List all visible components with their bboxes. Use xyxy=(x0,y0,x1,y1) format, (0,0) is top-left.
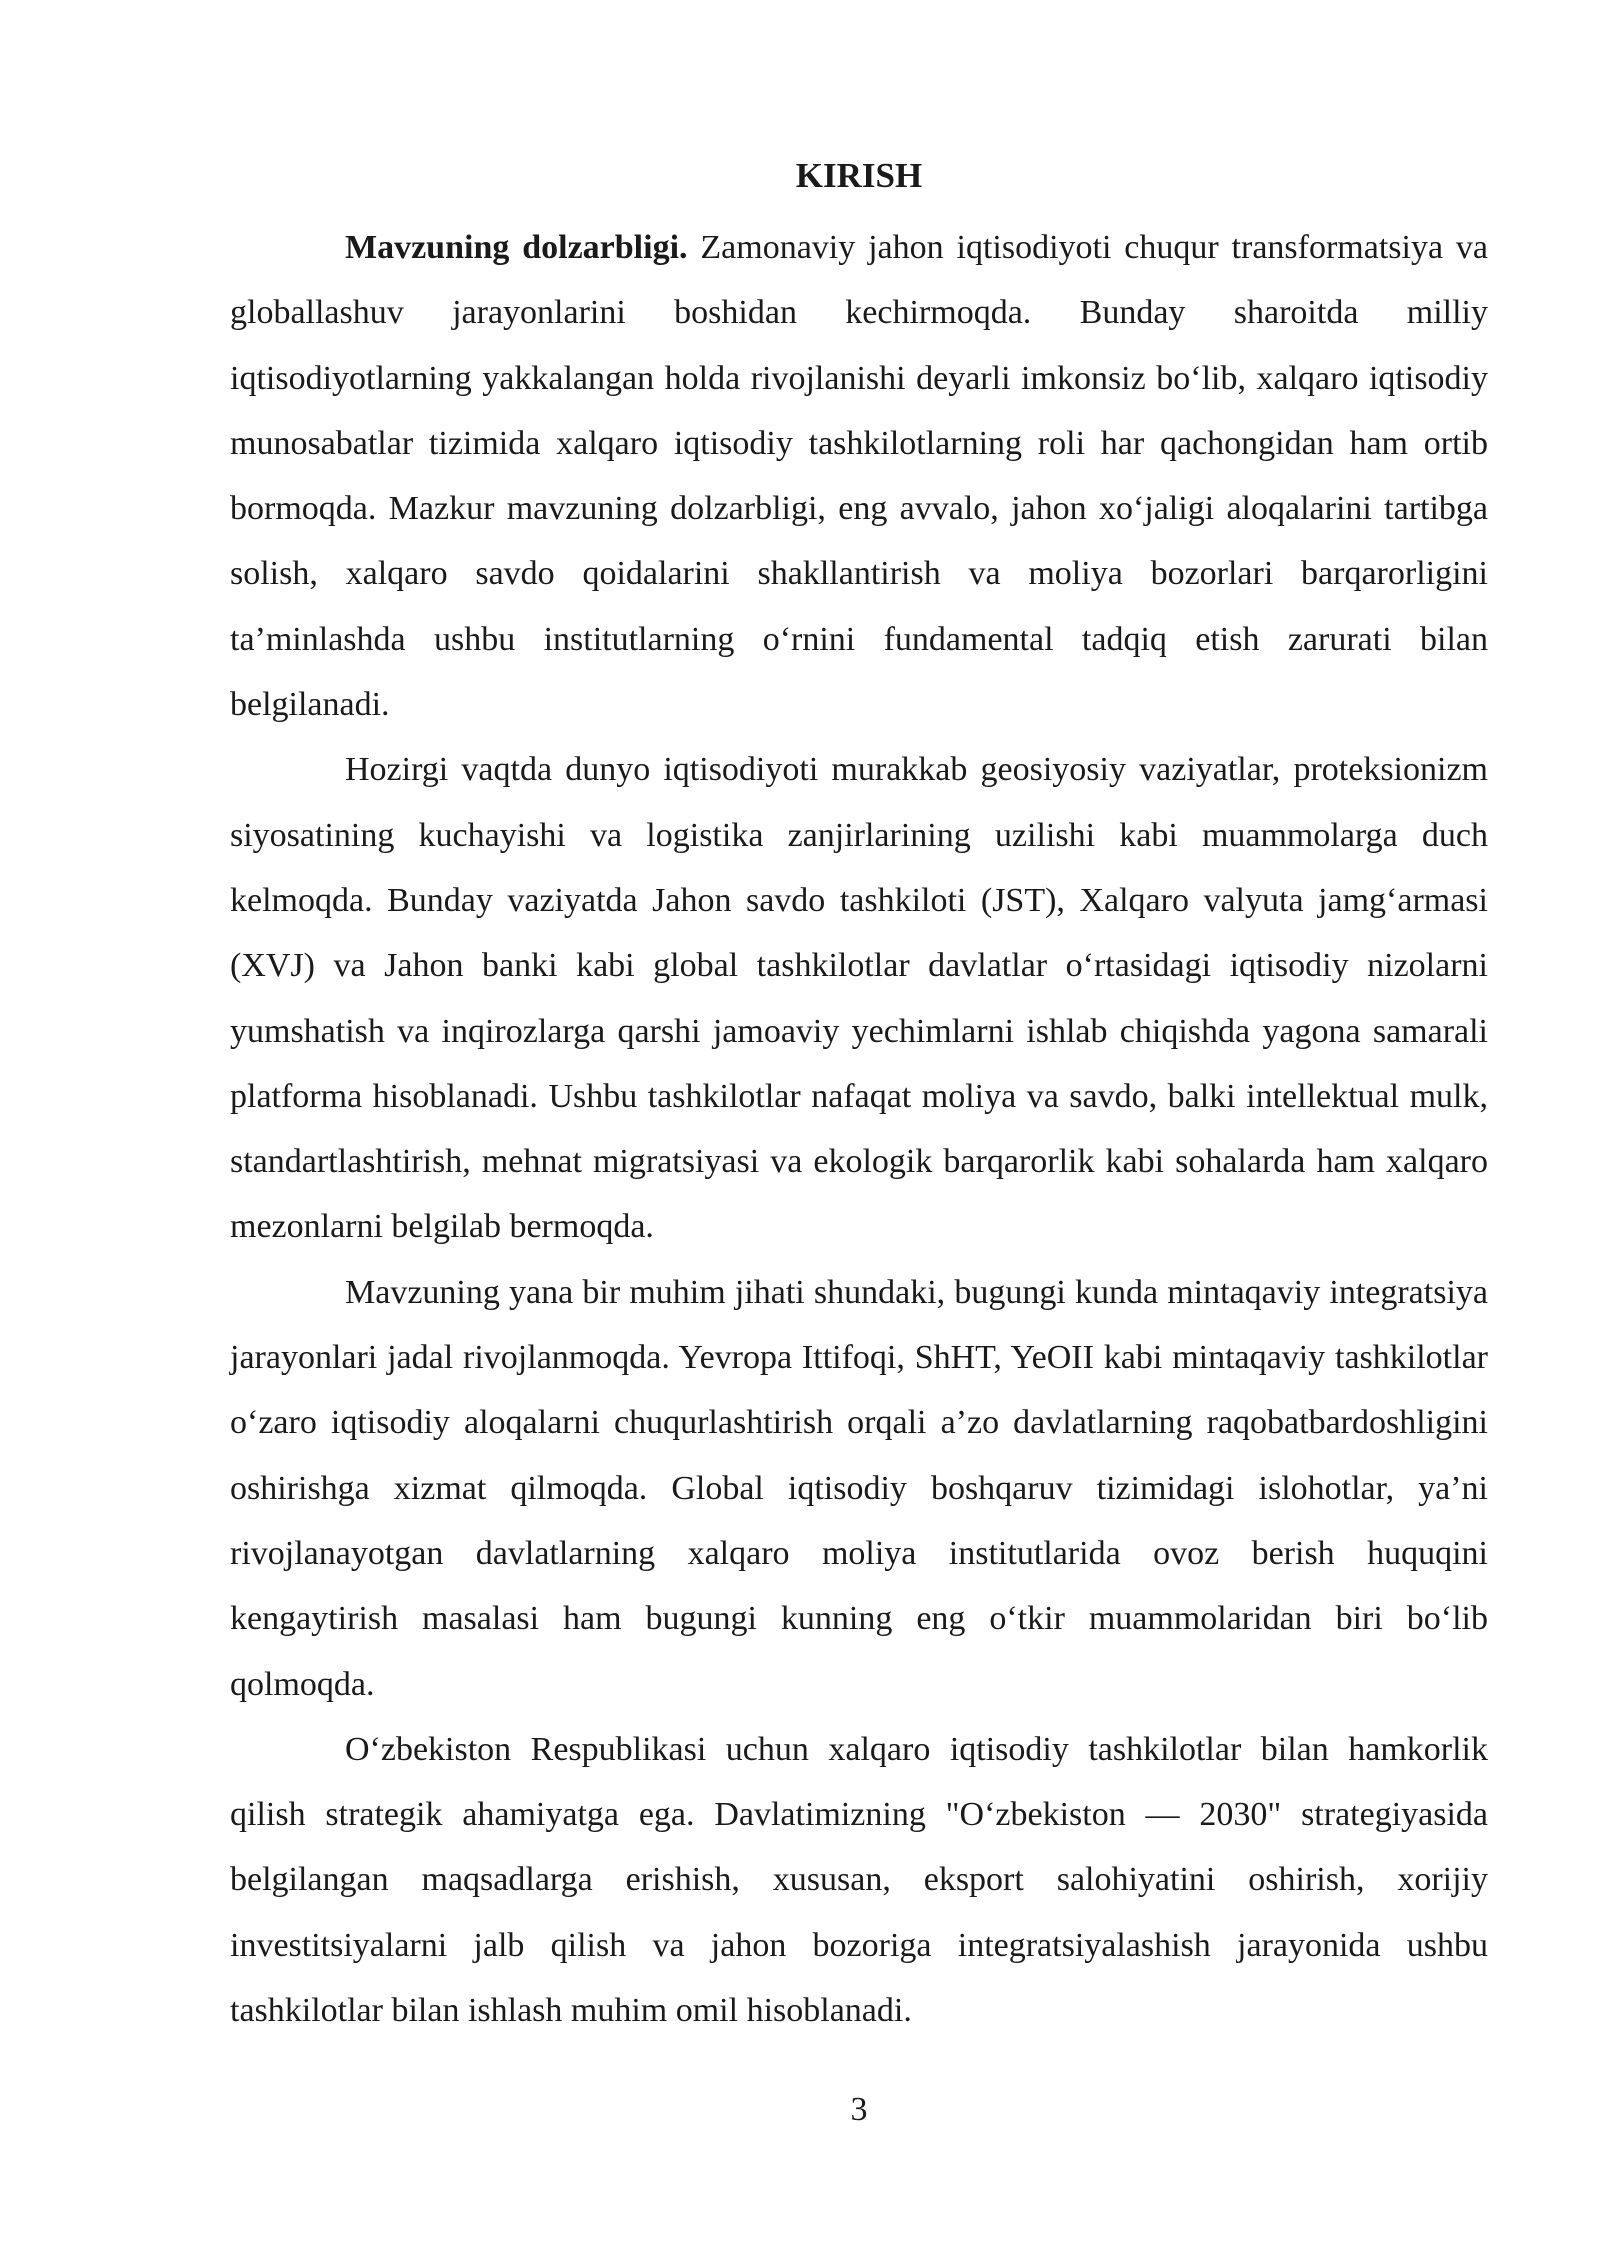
paragraph-uzbekistan xyxy=(230,1717,1488,2043)
paragraph-regional-integration xyxy=(230,1260,1488,1717)
page-number: 3 xyxy=(850,2091,868,2128)
page-content xyxy=(230,150,1488,2043)
paragraph-text: O‘zbekiston Respublikasi uchun xalqaro iqtisodiy tashkilotlar bilan hamkorlik qilish strategik ahamiyatga ega. Davlatimizning "O‘zbekiston — 2030" strategiyasida belgilangan maqsadlarga erishish, xususan, eksport salohiyatini oshirish, xorijiy investitsiyalarni jalb qilish va jahon bozoriga integratsiyalashish jarayonida ushbu tashkilotlar bilan ishlash muhim omil hisoblanadi. xyxy=(230,1730,1488,2030)
paragraph-text: Hozirgi vaqtda dunyo iqtisodiyoti murakkab geosiyosiy vaziyatlar, proteksionizm siyosatining kuchayishi va logistika zanjirlarining uzilishi kabi muammolarga duch kelmoqda. Bunday vaziyatda Jahon savdo tashkiloti (JST), Xalqaro valyuta jamg‘armasi (XVJ) va Jahon banki kabi global tashkilotlar davlatlar o‘rtasidagi iqtisodiy nizolarni yumshatish va inqirozlarga qarshi jamoaviy yechimlarni ishlab chiqishda yagona samarali platforma hisoblanadi. Ushbu tashkilotlar nafaqat moliya va savdo, balki intellektual mulk, standartlashtirish, mehnat migratsiyasi va ekologik barqarorlik kabi sohalarda ham xalqaro mezonlarni belgilab bermoqda. xyxy=(230,751,1488,1246)
paragraph-text: Zamonaviy jahon iqtisodiyoti chuqur transformatsiya va globallashuv jarayonlarini boshidan kechirmoqda. Bunday sharoitda milliy iqtisodiyotlarning yakkalangan holda rivojlanishi deyarli imkonsiz bo‘lib, xalqaro iqtisodiy munosabatlar tizimida xalqaro iqtisodiy tashkilotlarning roli har qachongidan ham ortib bormoqda. Mazkur mavzuning dolzarbligi, eng avvalo, jahon xo‘jaligi aloqalarini tartibga solish, xalqaro savdo qoidalarini shakllantirish va moliya bozorlari barqarorligini ta’minlashda ushbu institutlarning o‘rnini fundamental tadqiq etish zarurati bilan belgilanadi. xyxy=(230,229,1489,724)
paragraph-text: Mavzuning yana bir muhim jihati shundaki, bugungi kunda mintaqaviy integratsiya jarayonlari jadal rivojlanmoqda. Yevropa Ittifoqi, ShHT, YeOII kabi mintaqaviy tashkilotlar o‘zaro iqtisodiy aloqalarni chuqurlashtirish orqali a’zo davlatlarning raqobatbardoshligini oshirishga xizmat qilmoqda. Global iqtisodiy boshqaruv tizimidagi islohotlar, ya’ni rivojlanayotgan davlatlarning xalqaro moliya institutlarida ovoz berish huquqini kengaytirish masalasi ham bugungi kunning eng o‘tkir muammolaridan biri bo‘lib qolmoqda. xyxy=(230,1273,1488,1703)
section-title: KIRISH xyxy=(795,156,923,195)
paragraph-relevance xyxy=(230,215,1488,737)
paragraph-world-economy xyxy=(230,737,1488,1259)
paragraph-lead: Mavzuning dolzarbligi. xyxy=(345,229,688,266)
